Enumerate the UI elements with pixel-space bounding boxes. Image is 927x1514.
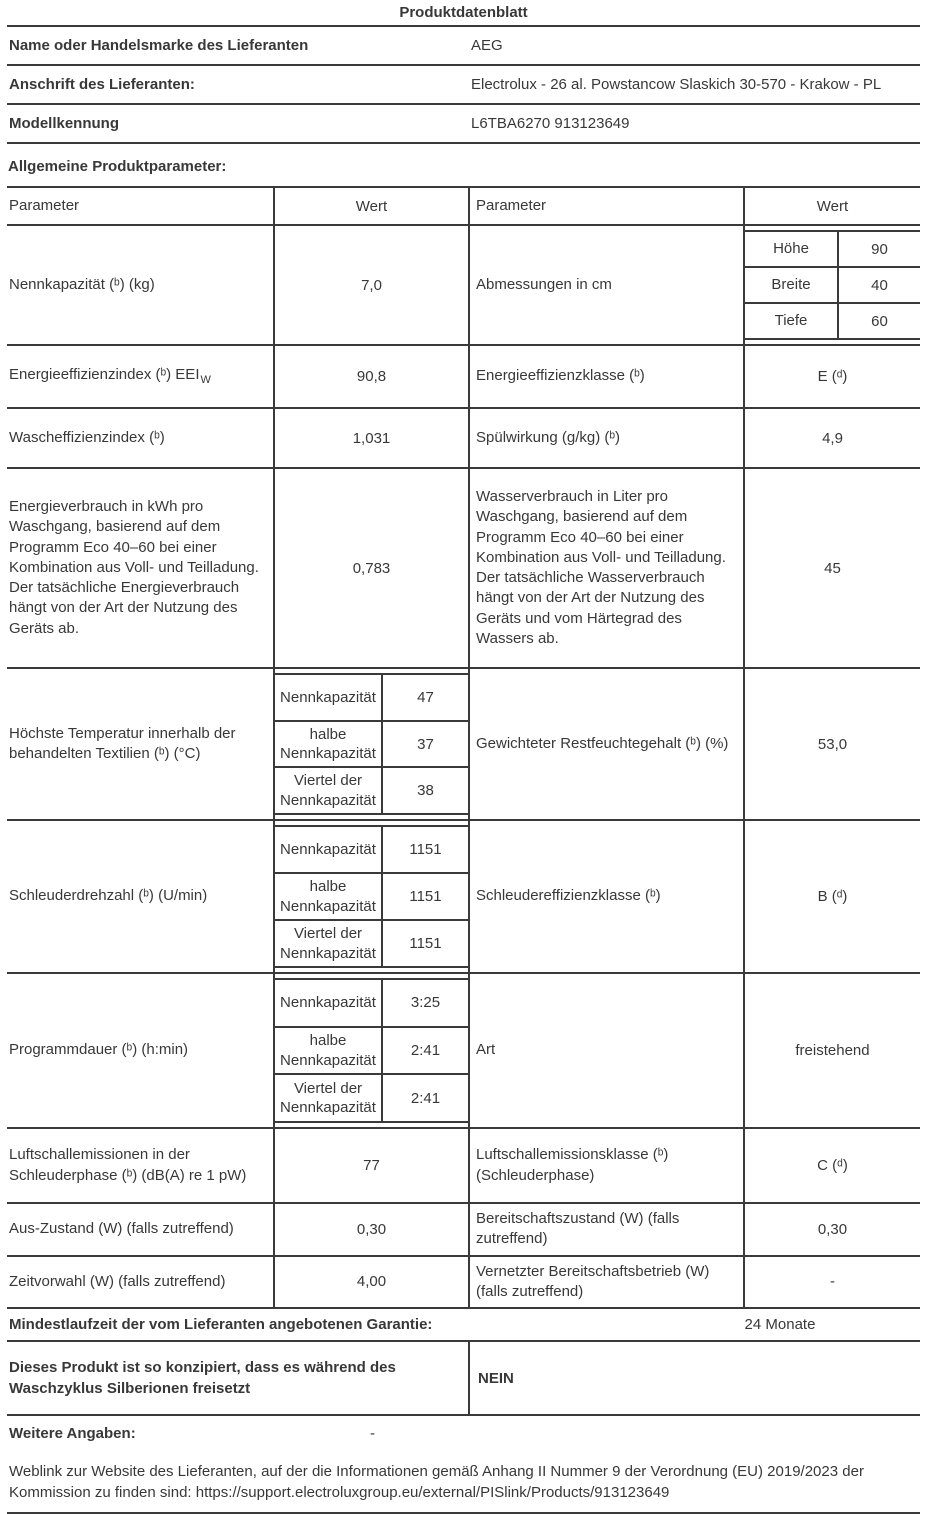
dimension-row bbox=[745, 230, 920, 266]
header-value-left: Wert bbox=[275, 188, 470, 224]
warranty-label: Mindestlaufzeit der vom Lieferanten angebotenen Garantie: bbox=[9, 1316, 433, 1333]
silver-ions-value: NEIN bbox=[478, 1369, 514, 1387]
dimension-label: Breite bbox=[745, 268, 839, 302]
param-label: Wasserverbrauch in Liter pro Waschgang, basierend auf dem Programm Eco 40–60 bei einer Kombination aus Voll- und Teilladung. Der tatsächliche Wasserverbrauch hängt von der Art der Nutzung des Geräts und vom Härtegrad des Wassers ab. bbox=[476, 488, 726, 647]
capacity-sub-label: Nennkapazität bbox=[275, 827, 383, 872]
param-label: Höchste Temperatur innerhalb der behandelten Textilien (ᵇ) (°C) bbox=[9, 724, 236, 762]
capacity-sub-value: 1151 bbox=[409, 888, 442, 905]
table-row-consumption bbox=[7, 469, 920, 669]
supplier-weblink-text: Weblink zur Website des Lieferanten, auf der die Informationen gemäß Anhang II Nummer 9 der Verordnung (EU) 2019/2023 der Kommission zu finden sind: https://support.electroluxgroup.eu/external/PISlink/Products/913123649 bbox=[7, 1461, 920, 1514]
param-label: Wascheffizienzindex (ᵇ) bbox=[9, 428, 165, 446]
param-value: 0,30 bbox=[275, 1204, 470, 1255]
capacity-sub-value: 47 bbox=[417, 688, 434, 706]
param-value: 0,30 bbox=[817, 1220, 848, 1238]
param-label: Schleudereffizienzklasse (ᵇ) bbox=[476, 887, 661, 905]
param-label: Programmdauer (ᵇ) (h:min) bbox=[9, 1041, 189, 1059]
temperature-subtable bbox=[275, 673, 468, 815]
param-label: Energieeffizienzindex (ᵇ) $EEI_W$ bbox=[9, 366, 211, 387]
capacity-sub-label: halbe Nennkapazität bbox=[275, 722, 383, 767]
param-value: 90,8 bbox=[275, 346, 470, 407]
param-label: Energieeffizienzklasse (ᵇ) bbox=[476, 367, 645, 385]
param-value: 1,031 bbox=[275, 409, 470, 467]
param-label: Zeitvorwahl (W) (falls zutreffend) bbox=[9, 1272, 226, 1290]
param-label: Schleuderdrehzahl (ᵇ) (U/min) bbox=[9, 887, 208, 905]
supplier-address-label: Anschrift des Lieferanten: bbox=[9, 76, 195, 93]
silver-ions-row bbox=[7, 1342, 920, 1416]
table-row-delay-start bbox=[7, 1257, 920, 1310]
supplier-address-row bbox=[7, 66, 920, 105]
param-label: Spülwirkung (g/kg) (ᵇ) bbox=[476, 428, 621, 446]
param-label: Gewichteter Restfeuchtegehalt (ᵇ) (%) bbox=[476, 734, 729, 752]
header-parameter-left: Parameter bbox=[7, 188, 275, 224]
capacity-sub-label: Viertel der Nennkapazität bbox=[275, 768, 383, 813]
capacity-sub-value: 3:25 bbox=[410, 994, 441, 1012]
page-title: Produktdatenblatt bbox=[7, 3, 920, 27]
parameter-table bbox=[7, 186, 920, 1309]
param-label: Nennkapazität (ᵇ) (kg) bbox=[9, 275, 155, 293]
param-value: 4,00 bbox=[275, 1257, 470, 1308]
supplier-info-section bbox=[7, 27, 920, 144]
warranty-row bbox=[7, 1309, 920, 1342]
supplier-name-value: AEG bbox=[471, 37, 503, 54]
capacity-sub-value: 1151 bbox=[409, 841, 442, 858]
dimension-row bbox=[745, 266, 920, 302]
more-info-value: - bbox=[370, 1425, 375, 1442]
table-row-duration bbox=[7, 974, 920, 1129]
capacity-sub-row bbox=[275, 766, 468, 813]
table-row-temperature bbox=[7, 669, 920, 821]
table-row-spin-speed bbox=[7, 821, 920, 974]
dimension-label: Höhe bbox=[745, 232, 839, 266]
param-label: Vernetzter Bereitschaftsbetrieb (W) (falls zutreffend) bbox=[476, 1262, 710, 1300]
param-label: Bereitschaftszustand (W) (falls zutreffend) bbox=[476, 1210, 680, 1248]
capacity-sub-row bbox=[275, 720, 468, 767]
param-value: B (ᵈ) bbox=[817, 888, 848, 905]
table-row-capacity bbox=[7, 226, 920, 346]
eei-subscript: W bbox=[200, 374, 211, 387]
capacity-sub-row bbox=[275, 1073, 468, 1121]
capacity-sub-label: Viertel der Nennkapazität bbox=[275, 921, 383, 966]
table-header-row bbox=[7, 188, 920, 226]
capacity-sub-row bbox=[275, 1026, 468, 1074]
param-value: 45 bbox=[824, 559, 841, 577]
warranty-value: 24 Monate bbox=[744, 1316, 816, 1333]
duration-subtable bbox=[275, 978, 468, 1123]
section-heading: Allgemeine Produktparameter: bbox=[8, 158, 227, 175]
table-row-off-mode bbox=[7, 1204, 920, 1257]
spin-speed-subtable bbox=[275, 825, 468, 968]
header-value-right: Wert bbox=[816, 197, 849, 215]
dimensions-subtable bbox=[745, 230, 920, 340]
param-label: Abmessungen in cm bbox=[476, 275, 612, 293]
model-id-label: Modellkennung bbox=[9, 115, 119, 132]
param-value: E (ᵈ) bbox=[817, 368, 848, 385]
param-label: Energieverbrauch in kWh pro Waschgang, basierend auf dem Programm Eco 40–60 bei einer Kombination aus Voll- und Teilladung. Der tatsächliche Energieverbrauch hängt von der Art der Nutzung des Geräts ab. bbox=[9, 498, 259, 637]
capacity-sub-row bbox=[275, 673, 468, 720]
supplier-name-row bbox=[7, 27, 920, 66]
model-id-row bbox=[7, 105, 920, 144]
capacity-sub-value: 38 bbox=[417, 782, 434, 800]
param-label: Luftschallemissionen in der Schleuderphase (ᵇ) (dB(A) re 1 pW) bbox=[9, 1146, 247, 1184]
table-row-wash-index bbox=[7, 409, 920, 469]
more-info-label: Weitere Angaben: bbox=[9, 1425, 136, 1442]
dimension-value: 60 bbox=[871, 312, 888, 330]
param-label: Luftschallemissionsklasse (ᵇ) (Schleuderphase) bbox=[476, 1146, 669, 1184]
capacity-sub-value: 1151 bbox=[409, 935, 442, 952]
param-value: C (ᵈ) bbox=[817, 1157, 848, 1174]
param-value: 0,783 bbox=[275, 469, 470, 667]
param-value: 77 bbox=[275, 1129, 470, 1202]
capacity-sub-row bbox=[275, 919, 468, 966]
header-parameter-right: Parameter bbox=[470, 188, 745, 224]
table-row-energy-index bbox=[7, 346, 920, 409]
param-label: Art bbox=[476, 1041, 496, 1059]
capacity-sub-label: Nennkapazität bbox=[275, 675, 383, 720]
capacity-sub-row bbox=[275, 825, 468, 872]
param-value: 7,0 bbox=[275, 226, 470, 344]
param-value: - bbox=[830, 1273, 835, 1291]
capacity-sub-row bbox=[275, 978, 468, 1026]
table-row-noise bbox=[7, 1129, 920, 1204]
footer-section bbox=[7, 1309, 920, 1514]
capacity-sub-label: Nennkapazität bbox=[275, 980, 383, 1026]
model-id-value: L6TBA6270 913123649 bbox=[471, 115, 630, 132]
param-value: 53,0 bbox=[817, 735, 848, 753]
capacity-sub-label: halbe Nennkapazität bbox=[275, 1028, 383, 1074]
dimension-value: 90 bbox=[871, 240, 888, 258]
capacity-sub-label: Viertel der Nennkapazität bbox=[275, 1075, 383, 1121]
param-label: Aus-Zustand (W) (falls zutreffend) bbox=[9, 1220, 234, 1238]
more-info-row bbox=[7, 1425, 920, 1442]
supplier-name-label: Name oder Handelsmarke des Lieferanten bbox=[9, 37, 309, 54]
capacity-sub-value: 37 bbox=[417, 735, 434, 753]
dimension-row bbox=[745, 302, 920, 338]
capacity-sub-label: halbe Nennkapazität bbox=[275, 874, 383, 919]
param-value: freistehend bbox=[795, 1042, 870, 1059]
capacity-sub-row bbox=[275, 872, 468, 919]
supplier-address-value: Electrolux - 26 al. Powstancow Slaskich 30-570 - Krakow - PL bbox=[471, 76, 882, 93]
silver-ions-label: Dieses Produkt ist so konzipiert, dass es während des Waschzyklus Silberionen freisetzt bbox=[7, 1342, 470, 1414]
param-value: 4,9 bbox=[822, 429, 843, 447]
dimension-value: 40 bbox=[871, 276, 888, 294]
capacity-sub-value: 2:41 bbox=[410, 1089, 441, 1107]
capacity-sub-value: 2:41 bbox=[410, 1042, 441, 1059]
dimension-label: Tiefe bbox=[745, 304, 839, 338]
